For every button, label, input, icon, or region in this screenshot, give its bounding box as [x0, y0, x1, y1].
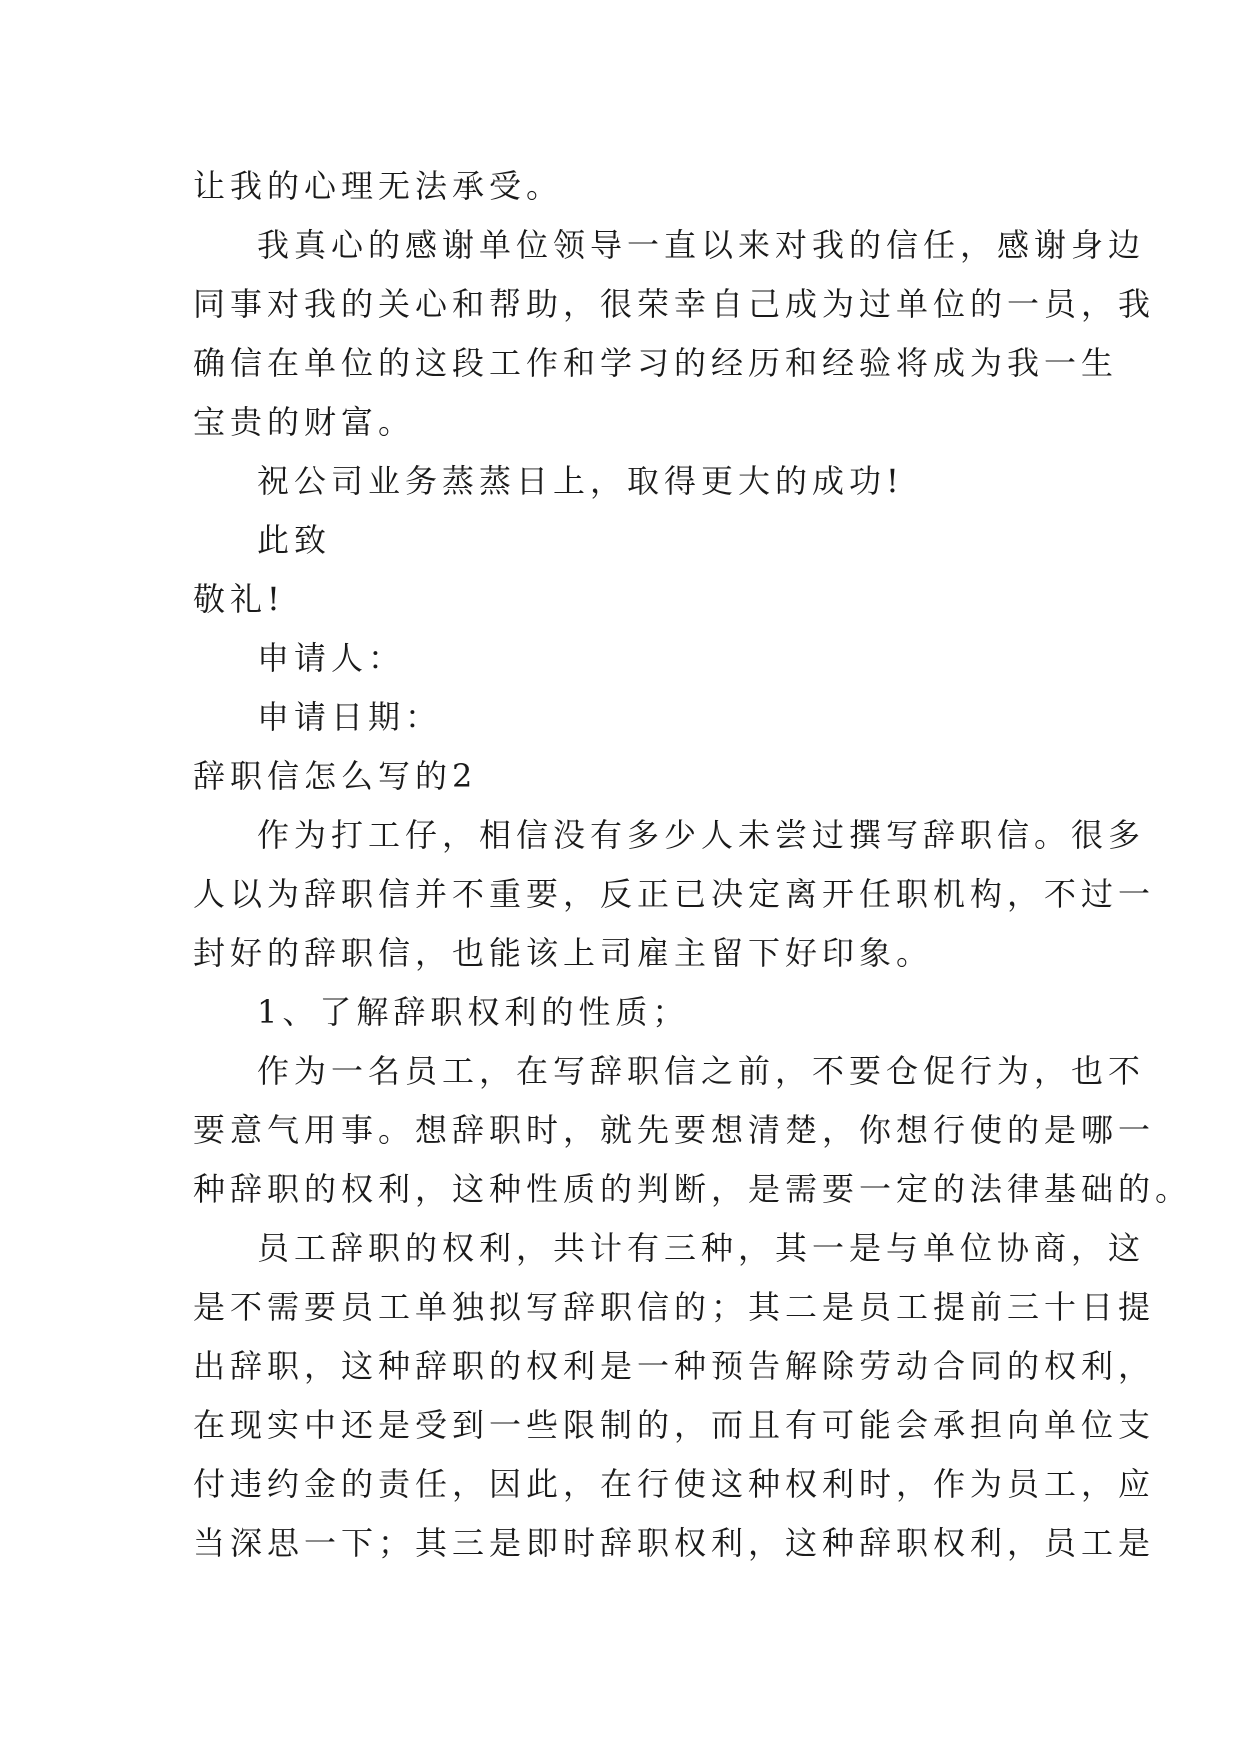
text-line: 确信在单位的这段工作和学习的经历和经验将成为我一生: [193, 344, 1119, 382]
text-line: 员工辞职的权利，共计有三种，其一是与单位协商，这: [257, 1229, 1146, 1267]
text-line: 付违约金的责任，因此，在行使这种权利时，作为员工，应: [193, 1465, 1156, 1503]
text-line: 种辞职的权利，这种性质的判断，是需要一定的法律基础的。: [193, 1170, 1193, 1208]
list-item-heading: 1、了解辞职权利的性质；: [257, 993, 690, 1031]
date-line: 申请日期：: [257, 698, 443, 736]
text-line: 要意气用事。想辞职时，就先要想清楚，你想行使的是哪一: [193, 1111, 1156, 1149]
text-line: 出辞职，这种辞职的权利是一种预告解除劳动合同的权利，: [193, 1347, 1156, 1385]
text-line: 同事对我的关心和帮助，很荣幸自己成为过单位的一员，我: [193, 285, 1156, 323]
document-body: [193, 157, 1193, 1573]
text-line: 作为一名员工，在写辞职信之前，不要仓促行为，也不: [257, 1052, 1146, 1090]
text-line: 让我的心理无法承受。: [193, 167, 564, 205]
text-line: 我真心的感谢单位领导一直以来对我的信任，感谢身边: [257, 226, 1146, 264]
text-line: 作为打工仔，相信没有多少人未尝过撰写辞职信。很多: [257, 816, 1146, 854]
text-line: 封好的辞职信，也能该上司雇主留下好印象。: [193, 934, 934, 972]
closing-line: 此致: [257, 521, 332, 559]
section-heading: 辞职信怎么写的2: [193, 757, 478, 795]
text-line: 在现实中还是受到一些限制的，而且有可能会承担向单位支: [193, 1406, 1156, 1444]
text-line: 宝贵的财富。: [193, 403, 416, 441]
applicant-line: 申请人：: [257, 639, 406, 677]
text-line: 是不需要员工单独拟写辞职信的；其二是员工提前三十日提: [193, 1288, 1156, 1326]
text-line: 祝公司业务蒸蒸日上，取得更大的成功!: [257, 462, 904, 500]
text-line: 人以为辞职信并不重要，反正已决定离开任职机构，不过一: [193, 875, 1156, 913]
salutation-line: 敬礼!: [193, 580, 285, 618]
text-line: 当深思一下；其三是即时辞职权利，这种辞职权利，员工是: [193, 1524, 1156, 1562]
